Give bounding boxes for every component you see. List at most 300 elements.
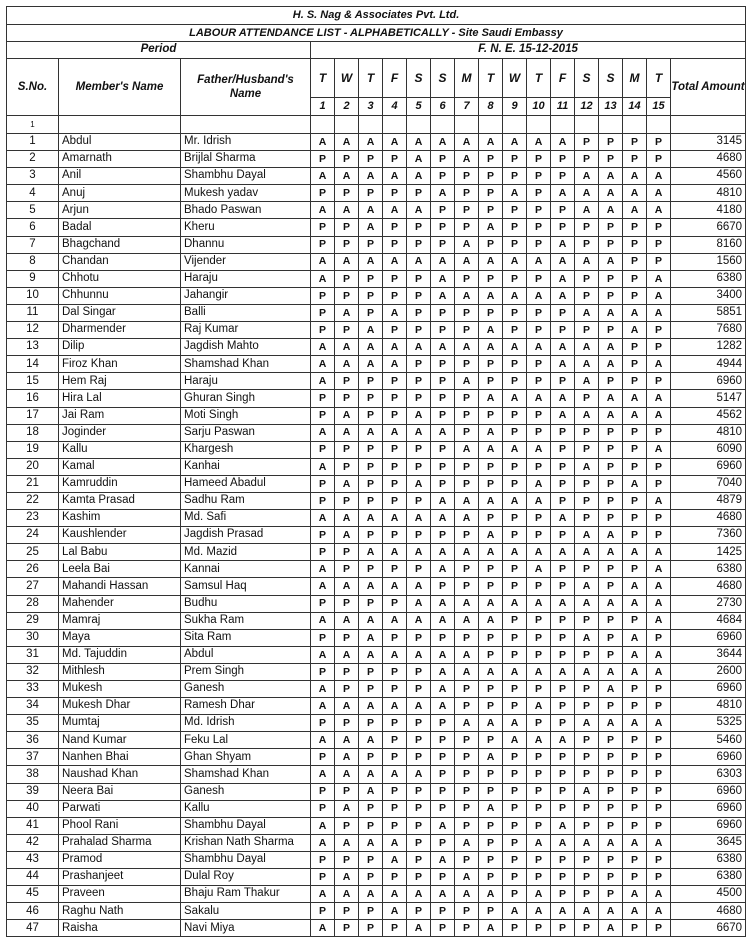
total-amount-cell: 3145 xyxy=(671,134,746,151)
attendance-cell: P xyxy=(383,492,407,509)
attendance-cell: A xyxy=(503,715,527,732)
attendance-cell: A xyxy=(599,202,623,219)
attendance-cell: A xyxy=(503,663,527,680)
member-name-cell: Hem Raj xyxy=(59,373,181,390)
member-name-cell: Mamraj xyxy=(59,612,181,629)
attendance-cell: A xyxy=(383,578,407,595)
attendance-cell: A xyxy=(455,715,479,732)
attendance-cell: P xyxy=(311,544,335,561)
table-row xyxy=(7,322,746,339)
attendance-cell: P xyxy=(647,322,671,339)
table-row xyxy=(7,869,746,886)
table-row xyxy=(7,646,746,663)
attendance-cell: A xyxy=(359,202,383,219)
day-letter-header: T xyxy=(479,59,503,98)
attendance-cell: P xyxy=(551,766,575,783)
attendance-cell: A xyxy=(647,441,671,458)
attendance-cell: P xyxy=(311,800,335,817)
attendance-cell: P xyxy=(479,202,503,219)
total-amount-cell: 4180 xyxy=(671,202,746,219)
attendance-cell: P xyxy=(599,732,623,749)
attendance-cell: A xyxy=(647,646,671,663)
attendance-cell: A xyxy=(311,458,335,475)
attendance-cell: P xyxy=(551,578,575,595)
attendance-cell: P xyxy=(623,698,647,715)
serial-number-cell: 15 xyxy=(7,373,59,390)
attendance-cell: P xyxy=(503,407,527,424)
serial-number-cell: 31 xyxy=(7,646,59,663)
table-row xyxy=(7,510,746,527)
attendance-cell: A xyxy=(431,185,455,202)
attendance-cell: P xyxy=(527,219,551,236)
attendance-cell: P xyxy=(359,663,383,680)
attendance-cell: P xyxy=(623,920,647,937)
attendance-cell: P xyxy=(599,134,623,151)
attendance-cell: A xyxy=(359,510,383,527)
attendance-cell: P xyxy=(455,219,479,236)
total-amount-cell: 1560 xyxy=(671,253,746,270)
attendance-cell: P xyxy=(431,304,455,321)
attendance-cell: P xyxy=(551,492,575,509)
total-amount-cell: 3400 xyxy=(671,287,746,304)
attendance-cell: A xyxy=(551,270,575,287)
attendance-cell: P xyxy=(407,236,431,253)
attendance-cell: A xyxy=(599,168,623,185)
attendance-cell: A xyxy=(335,766,359,783)
attendance-cell: A xyxy=(575,595,599,612)
attendance-cell: A xyxy=(479,339,503,356)
serial-number-cell: 11 xyxy=(7,304,59,321)
attendance-cell: A xyxy=(599,527,623,544)
attendance-cell: P xyxy=(503,869,527,886)
attendance-cell: P xyxy=(383,475,407,492)
attendance-cell: P xyxy=(551,783,575,800)
serial-number-cell: 29 xyxy=(7,612,59,629)
attendance-cell: P xyxy=(575,886,599,903)
father-name-cell: Ramesh Dhar xyxy=(181,698,311,715)
attendance-cell: A xyxy=(527,441,551,458)
attendance-cell: P xyxy=(551,168,575,185)
day-number-header: 2 xyxy=(335,98,359,116)
attendance-cell: P xyxy=(311,390,335,407)
attendance-cell: A xyxy=(527,475,551,492)
attendance-cell: A xyxy=(527,698,551,715)
attendance-cell: P xyxy=(335,920,359,937)
attendance-cell: P xyxy=(335,151,359,168)
attendance-cell: P xyxy=(599,817,623,834)
attendance-cell: A xyxy=(407,544,431,561)
attendance-cell: A xyxy=(431,817,455,834)
attendance-cell: A xyxy=(311,698,335,715)
member-name-cell: Anil xyxy=(59,168,181,185)
attendance-cell: P xyxy=(527,629,551,646)
attendance-cell: P xyxy=(383,527,407,544)
attendance-cell: A xyxy=(479,595,503,612)
attendance-cell: P xyxy=(359,561,383,578)
total-amount-cell: 4560 xyxy=(671,168,746,185)
attendance-cell: A xyxy=(551,903,575,920)
attendance-cell: A xyxy=(335,749,359,766)
total-amount-cell: 4944 xyxy=(671,356,746,373)
blank-cell xyxy=(59,116,181,134)
attendance-cell: P xyxy=(623,749,647,766)
father-name-cell: Kheru xyxy=(181,219,311,236)
attendance-cell: P xyxy=(359,817,383,834)
attendance-cell: P xyxy=(503,834,527,851)
day-letter-header: S xyxy=(575,59,599,98)
attendance-cell: P xyxy=(335,851,359,868)
attendance-cell: A xyxy=(359,424,383,441)
attendance-cell: P xyxy=(455,783,479,800)
attendance-cell: P xyxy=(503,817,527,834)
table-row xyxy=(7,168,746,185)
attendance-cell: P xyxy=(311,407,335,424)
attendance-cell: P xyxy=(455,903,479,920)
attendance-cell: A xyxy=(479,390,503,407)
attendance-cell: P xyxy=(599,800,623,817)
attendance-cell: P xyxy=(647,475,671,492)
serial-number-cell: 13 xyxy=(7,339,59,356)
blank-cell xyxy=(551,116,575,134)
attendance-cell: A xyxy=(455,134,479,151)
day-number-header: 12 xyxy=(575,98,599,116)
member-name-cell: Leela Bai xyxy=(59,561,181,578)
attendance-cell: P xyxy=(527,749,551,766)
attendance-cell: A xyxy=(359,646,383,663)
attendance-cell: P xyxy=(551,612,575,629)
attendance-cell: P xyxy=(431,834,455,851)
attendance-cell: P xyxy=(551,424,575,441)
attendance-cell: A xyxy=(479,800,503,817)
attendance-cell: P xyxy=(335,441,359,458)
attendance-cell: A xyxy=(311,424,335,441)
table-row xyxy=(7,715,746,732)
attendance-cell: P xyxy=(479,407,503,424)
attendance-cell: A xyxy=(551,134,575,151)
attendance-cell: P xyxy=(575,219,599,236)
attendance-cell: A xyxy=(479,253,503,270)
attendance-cell: P xyxy=(431,629,455,646)
attendance-cell: P xyxy=(527,646,551,663)
member-name-cell: Jai Ram xyxy=(59,407,181,424)
attendance-cell: A xyxy=(503,544,527,561)
attendance-cell: P xyxy=(479,578,503,595)
total-amount-cell: 7680 xyxy=(671,322,746,339)
serial-number-cell: 34 xyxy=(7,698,59,715)
member-name-cell: Chhunnu xyxy=(59,287,181,304)
attendance-cell: P xyxy=(311,304,335,321)
attendance-cell: P xyxy=(359,903,383,920)
attendance-cell: P xyxy=(479,869,503,886)
attendance-cell: P xyxy=(503,236,527,253)
attendance-cell: P xyxy=(623,134,647,151)
table-row xyxy=(7,424,746,441)
attendance-cell: A xyxy=(647,287,671,304)
attendance-cell: P xyxy=(335,270,359,287)
attendance-cell: P xyxy=(431,458,455,475)
attendance-cell: P xyxy=(383,869,407,886)
attendance-cell: A xyxy=(527,595,551,612)
attendance-cell: P xyxy=(551,920,575,937)
total-amount-cell: 4810 xyxy=(671,698,746,715)
attendance-cell: P xyxy=(599,510,623,527)
attendance-cell: A xyxy=(431,253,455,270)
father-name-cell: Vijender xyxy=(181,253,311,270)
attendance-cell: P xyxy=(335,185,359,202)
attendance-cell: A xyxy=(311,681,335,698)
serial-number-cell: 16 xyxy=(7,390,59,407)
blank-cell xyxy=(383,116,407,134)
attendance-cell: P xyxy=(623,612,647,629)
attendance-cell: P xyxy=(335,681,359,698)
attendance-cell: P xyxy=(479,732,503,749)
attendance-cell: P xyxy=(599,322,623,339)
member-name-cell: Nand Kumar xyxy=(59,732,181,749)
attendance-cell: P xyxy=(551,322,575,339)
attendance-cell: P xyxy=(311,869,335,886)
attendance-cell: A xyxy=(383,510,407,527)
attendance-cell: A xyxy=(551,595,575,612)
attendance-cell: A xyxy=(407,595,431,612)
attendance-cell: A xyxy=(335,475,359,492)
attendance-cell: P xyxy=(383,817,407,834)
serial-number-cell: 4 xyxy=(7,185,59,202)
attendance-cell: P xyxy=(551,458,575,475)
attendance-cell: P xyxy=(575,287,599,304)
attendance-cell: A xyxy=(527,561,551,578)
father-name-cell: Kallu xyxy=(181,800,311,817)
table-row xyxy=(7,612,746,629)
total-amount-cell: 5325 xyxy=(671,715,746,732)
attendance-cell: P xyxy=(551,886,575,903)
serial-number-cell: 18 xyxy=(7,424,59,441)
serial-number-cell: 5 xyxy=(7,202,59,219)
attendance-cell: A xyxy=(479,322,503,339)
father-name-cell: Md. Safi xyxy=(181,510,311,527)
attendance-cell: P xyxy=(335,236,359,253)
table-row xyxy=(7,698,746,715)
attendance-cell: P xyxy=(311,715,335,732)
attendance-cell: P xyxy=(383,287,407,304)
attendance-cell: P xyxy=(311,287,335,304)
attendance-cell: A xyxy=(431,698,455,715)
attendance-cell: A xyxy=(431,612,455,629)
attendance-cell: A xyxy=(503,441,527,458)
blank-cell xyxy=(599,116,623,134)
attendance-cell: A xyxy=(335,834,359,851)
attendance-cell: A xyxy=(647,544,671,561)
serial-number-cell: 20 xyxy=(7,458,59,475)
attendance-cell: A xyxy=(407,151,431,168)
attendance-cell: P xyxy=(551,851,575,868)
father-name-cell: Samsul Haq xyxy=(181,578,311,595)
attendance-cell: P xyxy=(503,151,527,168)
attendance-cell: P xyxy=(503,851,527,868)
attendance-cell: P xyxy=(527,766,551,783)
table-row xyxy=(7,561,746,578)
attendance-cell: P xyxy=(383,800,407,817)
attendance-cell: P xyxy=(479,304,503,321)
table-row xyxy=(7,253,746,270)
attendance-cell: P xyxy=(551,800,575,817)
member-name-cell: Kamal xyxy=(59,458,181,475)
attendance-cell: P xyxy=(311,219,335,236)
attendance-cell: A xyxy=(623,168,647,185)
attendance-cell: P xyxy=(359,800,383,817)
attendance-cell: P xyxy=(479,168,503,185)
day-number-header: 4 xyxy=(383,98,407,116)
attendance-cell: A xyxy=(575,339,599,356)
attendance-cell: A xyxy=(479,749,503,766)
attendance-cell: P xyxy=(623,458,647,475)
attendance-cell: P xyxy=(551,646,575,663)
attendance-cell: P xyxy=(407,629,431,646)
serial-number-cell: 36 xyxy=(7,732,59,749)
table-row xyxy=(7,458,746,475)
attendance-cell: P xyxy=(455,561,479,578)
attendance-cell: A xyxy=(455,373,479,390)
attendance-cell: A xyxy=(431,886,455,903)
table-row xyxy=(7,373,746,390)
blank-cell xyxy=(359,116,383,134)
attendance-cell: A xyxy=(311,834,335,851)
attendance-cell: P xyxy=(359,715,383,732)
attendance-cell: P xyxy=(623,356,647,373)
father-name-cell: Navi Miya xyxy=(181,920,311,937)
attendance-cell: P xyxy=(407,800,431,817)
attendance-cell: P xyxy=(455,629,479,646)
table-row xyxy=(7,732,746,749)
attendance-cell: P xyxy=(623,441,647,458)
attendance-cell: P xyxy=(431,527,455,544)
attendance-cell: A xyxy=(647,356,671,373)
attendance-cell: P xyxy=(455,458,479,475)
attendance-cell: P xyxy=(455,920,479,937)
attendance-cell: A xyxy=(527,287,551,304)
attendance-cell: A xyxy=(455,663,479,680)
table-row xyxy=(7,595,746,612)
father-name-cell: Ganesh xyxy=(181,783,311,800)
blank-cell xyxy=(311,116,335,134)
attendance-cell: P xyxy=(359,373,383,390)
attendance-cell: A xyxy=(431,663,455,680)
attendance-cell: P xyxy=(551,151,575,168)
attendance-cell: P xyxy=(479,458,503,475)
attendance-cell: P xyxy=(479,561,503,578)
attendance-cell: A xyxy=(359,322,383,339)
serial-number-cell: 1 xyxy=(7,134,59,151)
attendance-cell: A xyxy=(455,151,479,168)
day-number-header: 15 xyxy=(647,98,671,116)
list-title-row xyxy=(7,25,746,42)
attendance-cell: A xyxy=(503,390,527,407)
attendance-cell: P xyxy=(575,441,599,458)
attendance-cell: P xyxy=(503,561,527,578)
attendance-cell: P xyxy=(527,373,551,390)
attendance-cell: A xyxy=(335,202,359,219)
total-amount-cell: 4810 xyxy=(671,424,746,441)
attendance-cell: P xyxy=(311,322,335,339)
table-row xyxy=(7,851,746,868)
period-row xyxy=(7,42,746,59)
attendance-cell: A xyxy=(623,903,647,920)
father-name-cell: Sukha Ram xyxy=(181,612,311,629)
attendance-cell: A xyxy=(455,886,479,903)
attendance-cell: P xyxy=(551,629,575,646)
attendance-cell: A xyxy=(575,578,599,595)
attendance-cell: A xyxy=(527,492,551,509)
table-row xyxy=(7,920,746,937)
table-row xyxy=(7,151,746,168)
father-name-header: Father/Husband's Name xyxy=(181,59,311,116)
table-row xyxy=(7,185,746,202)
attendance-cell: P xyxy=(647,134,671,151)
attendance-cell: A xyxy=(623,646,647,663)
serial-number-cell: 30 xyxy=(7,629,59,646)
attendance-cell: P xyxy=(383,219,407,236)
attendance-cell: A xyxy=(647,903,671,920)
member-name-cell: Pramod xyxy=(59,851,181,868)
attendance-cell: A xyxy=(455,510,479,527)
attendance-cell: A xyxy=(359,834,383,851)
attendance-cell: A xyxy=(623,407,647,424)
attendance-cell: A xyxy=(407,339,431,356)
total-amount-cell: 4810 xyxy=(671,185,746,202)
attendance-cell: A xyxy=(431,544,455,561)
attendance-cell: P xyxy=(503,629,527,646)
total-amount-cell: 8160 xyxy=(671,236,746,253)
attendance-cell: P xyxy=(575,134,599,151)
serial-number-cell: 24 xyxy=(7,527,59,544)
column-header-row xyxy=(7,59,746,98)
attendance-cell: P xyxy=(383,629,407,646)
father-name-cell: Shambhu Dayal xyxy=(181,168,311,185)
total-amount-cell: 1282 xyxy=(671,339,746,356)
serial-number-cell: 25 xyxy=(7,544,59,561)
attendance-cell: A xyxy=(407,646,431,663)
total-amount-cell: 6380 xyxy=(671,561,746,578)
attendance-cell: P xyxy=(311,185,335,202)
attendance-cell: P xyxy=(503,766,527,783)
attendance-cell: P xyxy=(575,390,599,407)
attendance-cell: A xyxy=(551,253,575,270)
blank-cell xyxy=(479,116,503,134)
attendance-cell: A xyxy=(311,510,335,527)
blank-cell xyxy=(575,116,599,134)
attendance-cell: P xyxy=(599,270,623,287)
attendance-cell: A xyxy=(359,783,383,800)
serial-number-cell: 19 xyxy=(7,441,59,458)
attendance-cell: P xyxy=(359,475,383,492)
attendance-cell: A xyxy=(407,134,431,151)
attendance-cell: P xyxy=(383,236,407,253)
member-name-cell: Kashim xyxy=(59,510,181,527)
father-name-cell: Shamshad Khan xyxy=(181,356,311,373)
attendance-cell: P xyxy=(455,851,479,868)
attendance-cell: P xyxy=(647,527,671,544)
attendance-cell: A xyxy=(431,270,455,287)
attendance-cell: P xyxy=(647,869,671,886)
member-name-cell: Prashanjeet xyxy=(59,869,181,886)
attendance-cell: P xyxy=(335,629,359,646)
attendance-cell: A xyxy=(311,356,335,373)
attendance-cell: P xyxy=(527,869,551,886)
attendance-cell: A xyxy=(575,527,599,544)
attendance-cell: P xyxy=(455,407,479,424)
father-name-cell: Jagdish Mahto xyxy=(181,339,311,356)
attendance-cell: P xyxy=(599,629,623,646)
attendance-cell: P xyxy=(575,270,599,287)
